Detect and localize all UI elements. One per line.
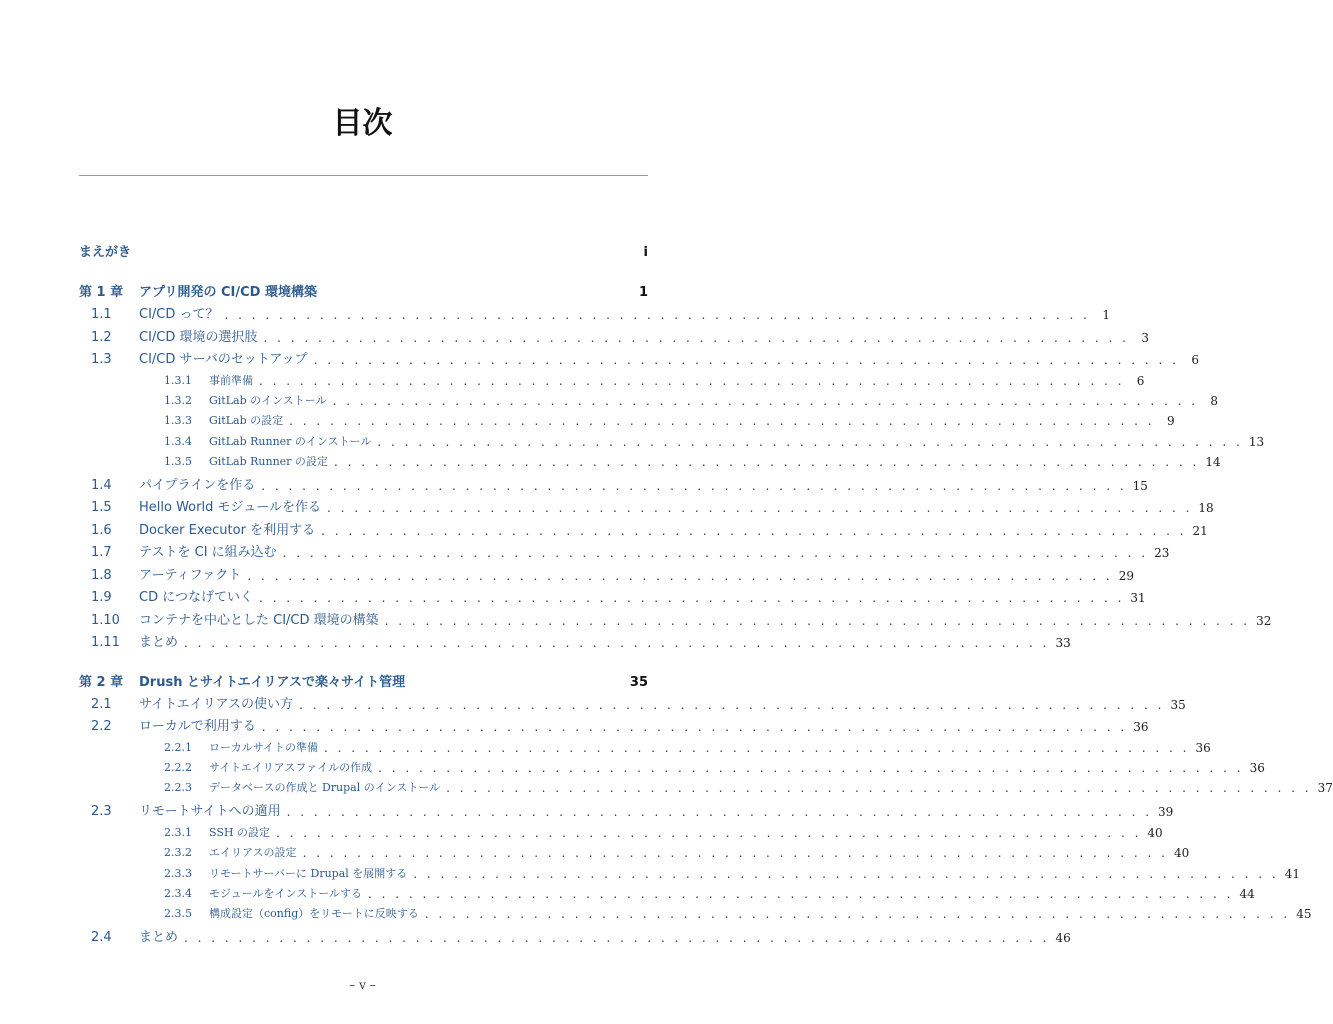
toc-leader-dots: . . . . . . . . . . . . . . . . . . . . . . . . . . . . . . . . . . . . . . . . . . . . . . . . . . . . . . . . . . . . . . . . [289,414,1155,429]
toc-subsection-label[interactable]: GitLab Runner のインストール [209,434,372,448]
toc-subsection-number: 2.3.4 [164,886,192,900]
toc-leader-dots: . . . . . . . . . . . . . . . . . . . . . . . . . . . . . . . . . . . . . . . . . . . . . . . . . . . . . . . . . . . . . . . . [184,636,1050,650]
toc-section[interactable] [79,306,1110,324]
toc-section-label[interactable]: まとめ [139,929,179,945]
toc-section[interactable] [79,634,1071,652]
toc-subsection-number: 2.3.2 [164,846,192,860]
toc-section-label[interactable]: コンテナを中心とした CI/CD 環境の構築 [139,612,379,628]
toc-leader-dots: . . . . . . . . . . . . . . . . . . . . . . . . . . . . . . . . . . . . . . . . . . . . . . . . . . . . . . . . . . . . . . . . [261,478,1127,493]
toc-subsection-label[interactable]: データベースの作成と Drupal のインストール [209,781,441,795]
toc-subsection-number: 2.3.5 [164,906,192,920]
toc-subsection-page: 41 [1284,866,1301,881]
toc-subsection-page: 36 [1249,761,1265,776]
toc-chapter[interactable] [79,284,648,302]
toc-subsection-page: 6 [1136,374,1145,388]
toc-section-page: 36 [1133,720,1149,734]
toc-subsection-page: 13 [1248,434,1265,449]
toc-subsection-page: 8 [1210,394,1219,409]
toc-leader-dots: . . . . . . . . . . . . . . . . . . . . . . . . . . . . . . . . . . . . . . . . . . . . . . . . . . . . . . . . . . . . . . . . [313,353,1179,367]
toc-section[interactable] [79,567,1135,585]
toc-chapter-number: 第 2 章 [79,674,124,690]
toc-section-number: 2.1 [91,696,112,712]
toc-section-label[interactable]: サイトエイリアスの使い方 [139,696,294,712]
toc-leader-dots: . . . . . . . . . . . . . . . . . . . . . . . . . . . . . . . . . . . . . . . . . . . . . . . . . . . . . . . . . . . . . . . . [286,805,1153,820]
toc-subsection-page: 44 [1239,886,1255,901]
toc-section-page: 33 [1055,636,1071,650]
toc-section-label[interactable]: Hello World モジュールを作る [139,500,321,515]
toc-section-page: 1 [1102,308,1110,322]
toc-leader-dots: . . . . . . . . . . . . . . . . . . . . . . . . . . . . . . . . . . . . . . . . . . . . . . . . . . . . . . . . . . . . . . . . [184,930,1050,945]
toc-leader-dots: . . . . . . . . . . . . . . . . . . . . . . . . . . . . . . . . . . . . . . . . . . . . . . . . . . . . . . . . . . . . . . . . [324,741,1190,755]
toc-subsection-label[interactable]: GitLab の設定 [209,414,284,428]
toc-section-page: 23 [1154,546,1170,560]
toc-subsection-page: 40 [1147,826,1163,841]
toc-subsection-label[interactable]: SSH の設定 [209,826,270,840]
toc-subsection-label[interactable]: モジュールをインストールする [209,886,363,900]
toc-section-page: 39 [1158,805,1174,820]
toc-subsection[interactable] [79,433,1265,451]
toc-leader-dots: . . . . . . . . . . . . . . . . . . . . . . . . . . . . . . . . . . . . . . . . . . . . . . . . . . . . . . . . . . . . . . . . [326,501,1193,515]
toc-section[interactable] [79,329,1149,347]
toc-leader-dots: . . . . . . . . . . . . . . . . . . . . . . . . . . . . . . . . . . . . . . . . . . . . . . . . . . . . . . . . . . . . . . . . [424,906,1291,921]
toc-subsection-label[interactable]: 事前準備 [209,374,253,387]
toc-section-page: 6 [1191,353,1199,367]
toc-section-page: 46 [1055,930,1071,945]
toc-subsection-page: 37 [1317,781,1333,796]
toc-leader-dots: . . . . . . . . . . . . . . . . . . . . . . . . . . . . . . . . . . . . . . . . . . . . . . . . . . . . . . . . . . . . . . . . [224,308,1090,322]
toc-subsection[interactable] [79,885,1255,903]
toc-leader-dots: . . . . . . . . . . . . . . . . . . . . . . . . . . . . . . . . . . . . . . . . . . . . . . . . . . . . . . . . . . . . . . . . [384,613,1251,628]
toc-section-number: 2.2 [91,719,112,734]
toc-section[interactable] [79,803,1174,821]
toc-subsection-page: 9 [1166,414,1175,429]
toc-leader-dots: . . . . . . . . . . . . . . . . . . . . . . . . . . . . . . . . . . . . . . . . . . . . . . . . . . . . . . . . . . . . . . . . [446,781,1312,796]
toc-section[interactable] [79,612,1272,630]
toc-leader-dots: . . . . . . . . . . . . . . . . . . . . . . . . . . . . . . . . . . . . . . . . . . . . . . . . . . . . . . . . . . . . . . . . [321,523,1187,538]
toc-subsection-number: 2.2.2 [164,761,192,775]
toc-chapter-number: 第 1 章 [79,285,124,300]
toc-leader-dots: . . . . . . . . . . . . . . . . . . . . . . . . . . . . . . . . . . . . . . . . . . . . . . . . . . . . . . . . . . . . . . . . [333,454,1200,469]
toc-leader-dots: . . . . . . . . . . . . . . . . . . . . . . . . . . . . . . . . . . . . . . . . . . . . . . . . . . . . . . . . . . . . . . . . [413,866,1279,881]
toc-section[interactable] [79,718,1149,736]
toc-subsection[interactable] [79,392,1219,410]
toc-leader-dots: . . . . . . . . . . . . . . . . . . . . . . . . . . . . . . . . . . . . . . . . . . . . . . . . . . . . . . . . . . . . . . . . [263,330,1129,345]
toc-subsection-label[interactable]: サイトエイリアスファイルの作成 [209,761,373,775]
toc-entry-preface[interactable] [79,244,648,262]
toc-leader-dots: . . . . . . . . . . . . . . . . . . . . . . . . . . . . . . . . . . . . . . . . . . . . . . . . . . . . . . . . . . . . . . . . [261,720,1128,734]
toc-subsection-label[interactable]: GitLab のインストール [209,394,327,408]
toc-subsection-page: 36 [1195,741,1211,755]
toc-section-label[interactable]: リモートサイトへの適用 [139,804,281,820]
toc-section-number: 1.2 [91,329,112,345]
toc-subsection[interactable] [79,372,1145,390]
toc-section-number: 1.8 [91,567,112,583]
toc-section-number: 1.9 [91,590,112,605]
toc-subsection-page: 14 [1205,454,1221,469]
toc-section-page: 18 [1198,501,1214,515]
toc-section-label[interactable]: アーティファクト [139,567,242,583]
toc-section[interactable] [79,696,1186,714]
toc-subsection-number: 1.3.2 [164,394,192,408]
toc-subsection-number: 1.3.3 [164,414,192,428]
toc-subsection-number: 1.3.5 [164,454,192,468]
toc-section-number: 1.1 [91,307,112,322]
toc-subsection[interactable] [79,844,1190,862]
toc-entry-label[interactable]: まえがき [79,245,132,260]
toc-subsection-page: 40 [1174,846,1190,861]
toc-subsection[interactable] [79,412,1175,430]
toc-section[interactable] [79,351,1199,369]
toc-leader-dots: . . . . . . . . . . . . . . . . . . . . . . . . . . . . . . . . . . . . . . . . . . . . . . . . . . . . . . . . . . . . . . . . [259,374,1125,388]
toc-chapter-page: 1 [638,285,648,300]
toc-section[interactable] [79,522,1208,540]
toc-section-label[interactable]: CD につなげていく [139,590,253,605]
toc-section-page: 3 [1141,330,1149,345]
toc-subsection-label[interactable]: GitLab Runner の設定 [209,454,328,468]
toc-chapter-label[interactable]: Drush とサイトエイリアスで楽々サイト管理 [139,674,406,690]
toc-leader-dots: . . . . . . . . . . . . . . . . . . . . . . . . . . . . . . . . . . . . . . . . . . . . . . . . . . . . . . . . . . . . . . . . [302,846,1168,861]
toc-section-number: 2.4 [91,929,112,945]
toc-section[interactable] [79,589,1146,607]
toc-chapter[interactable] [79,674,648,692]
toc-section-number: 1.6 [91,522,112,538]
toc-subsection-label[interactable]: 構成設定（config）をリモートに反映する [209,906,419,920]
toc-section-number: 1.5 [91,500,112,515]
toc-leader-dots: . . . . . . . . . . . . . . . . . . . . . . . . . . . . . . . . . . . . . . . . . . . . . . . . . . . . . . . . . . . . . . . . [368,886,1234,901]
toc-section-number: 1.3 [91,352,112,367]
toc-leader-dots: . . . . . . . . . . . . . . . . . . . . . . . . . . . . . . . . . . . . . . . . . . . . . . . . . . . . . . . . . . . . . . . . [282,546,1149,560]
toc-section-page: 32 [1256,613,1272,628]
toc-leader-dots: . . . . . . . . . . . . . . . . . . . . . . . . . . . . . . . . . . . . . . . . . . . . . . . . . . . . . . . . . . . . . . . . [258,591,1125,605]
toc-entry-page: i [643,245,648,260]
toc-subsection-number: 1.3.1 [164,374,192,387]
toc-section-number: 1.4 [91,477,112,493]
toc-subsection-number: 2.2.1 [164,741,192,754]
toc-subsection-number: 2.2.3 [164,781,192,795]
toc-section-label[interactable]: テストを CI に組み込む [139,545,277,560]
toc-section-label[interactable]: ローカルで利用する [139,719,256,734]
toc-section-label[interactable]: まとめ [139,635,179,650]
toc-subsection-number: 2.3.1 [164,826,192,840]
toc-leader-dots: . . . . . . . . . . . . . . . . . . . . . . . . . . . . . . . . . . . . . . . . . . . . . . . . . . . . . . . . . . . . . . . . [378,761,1244,776]
toc-leader-dots: . . . . . . . . . . . . . . . . . . . . . . . . . . . . . . . . . . . . . . . . . . . . . . . . . . . . . . . . . . . . . . . . [299,697,1165,712]
toc-section-number: 2.3 [91,804,112,820]
toc-section-label[interactable]: パイプラインを作る [139,477,256,493]
toc-section-label[interactable]: CI/CD って？ [139,307,219,322]
toc-section-label[interactable]: CI/CD サーバのセットアップ [139,352,308,367]
toc-leader-dots: . . . . . . . . . . . . . . . . . . . . . . . . . . . . . . . . . . . . . . . . . . . . . . . . . . . . . . . . . . . . . . . . [275,826,1142,841]
page-number-footer: – v – [349,978,376,992]
toc-chapter-label[interactable]: アプリ開発の CI/CD 環境構築 [139,285,317,300]
toc-subsection[interactable] [79,453,1221,471]
toc-section-number: 1.10 [91,612,120,628]
toc-section-label[interactable]: CI/CD 環境の選択肢 [139,329,258,345]
toc-subsection-page: 45 [1296,906,1312,921]
toc-subsection-number: 2.3.3 [164,866,192,880]
toc-section[interactable] [79,544,1170,562]
toc-section-page: 29 [1118,568,1135,583]
toc-section-page: 35 [1170,697,1186,712]
toc-section-label[interactable]: Docker Executor を利用する [139,522,316,538]
toc-subsection[interactable] [79,759,1265,777]
toc-subsection-label[interactable]: エイリアスの設定 [209,846,297,860]
toc-section-number: 1.11 [91,635,120,650]
page-title: 目次 [332,106,393,141]
toc-section-page: 21 [1192,523,1208,538]
toc-section-number: 1.7 [91,545,112,560]
toc-subsection-number: 1.3.4 [164,434,192,448]
toc-section[interactable] [79,477,1148,495]
toc-subsection[interactable] [79,739,1211,757]
toc-section-page: 15 [1132,478,1148,493]
toc-subsection[interactable] [79,905,1312,923]
toc-chapter-page: 35 [629,674,648,690]
toc-section[interactable] [79,499,1214,517]
toc-subsection[interactable] [79,824,1163,842]
toc-section[interactable] [79,929,1071,947]
toc-leader-dots: . . . . . . . . . . . . . . . . . . . . . . . . . . . . . . . . . . . . . . . . . . . . . . . . . . . . . . . . . . . . . . . . [332,394,1199,409]
toc-subsection-label[interactable]: ローカルサイトの準備 [209,741,319,754]
toc-subsection-label[interactable]: リモートサーバーに Drupal を展開する [209,866,408,880]
toc-leader-dots: . . . . . . . . . . . . . . . . . . . . . . . . . . . . . . . . . . . . . . . . . . . . . . . . . . . . . . . . . . . . . . . . [247,568,1113,583]
toc-section-page: 31 [1130,591,1146,605]
toc-subsection[interactable] [79,779,1333,797]
toc-subsection[interactable] [79,865,1301,883]
toc-leader-dots: . . . . . . . . . . . . . . . . . . . . . . . . . . . . . . . . . . . . . . . . . . . . . . . . . . . . . . . . . . . . . . . . [377,434,1243,449]
